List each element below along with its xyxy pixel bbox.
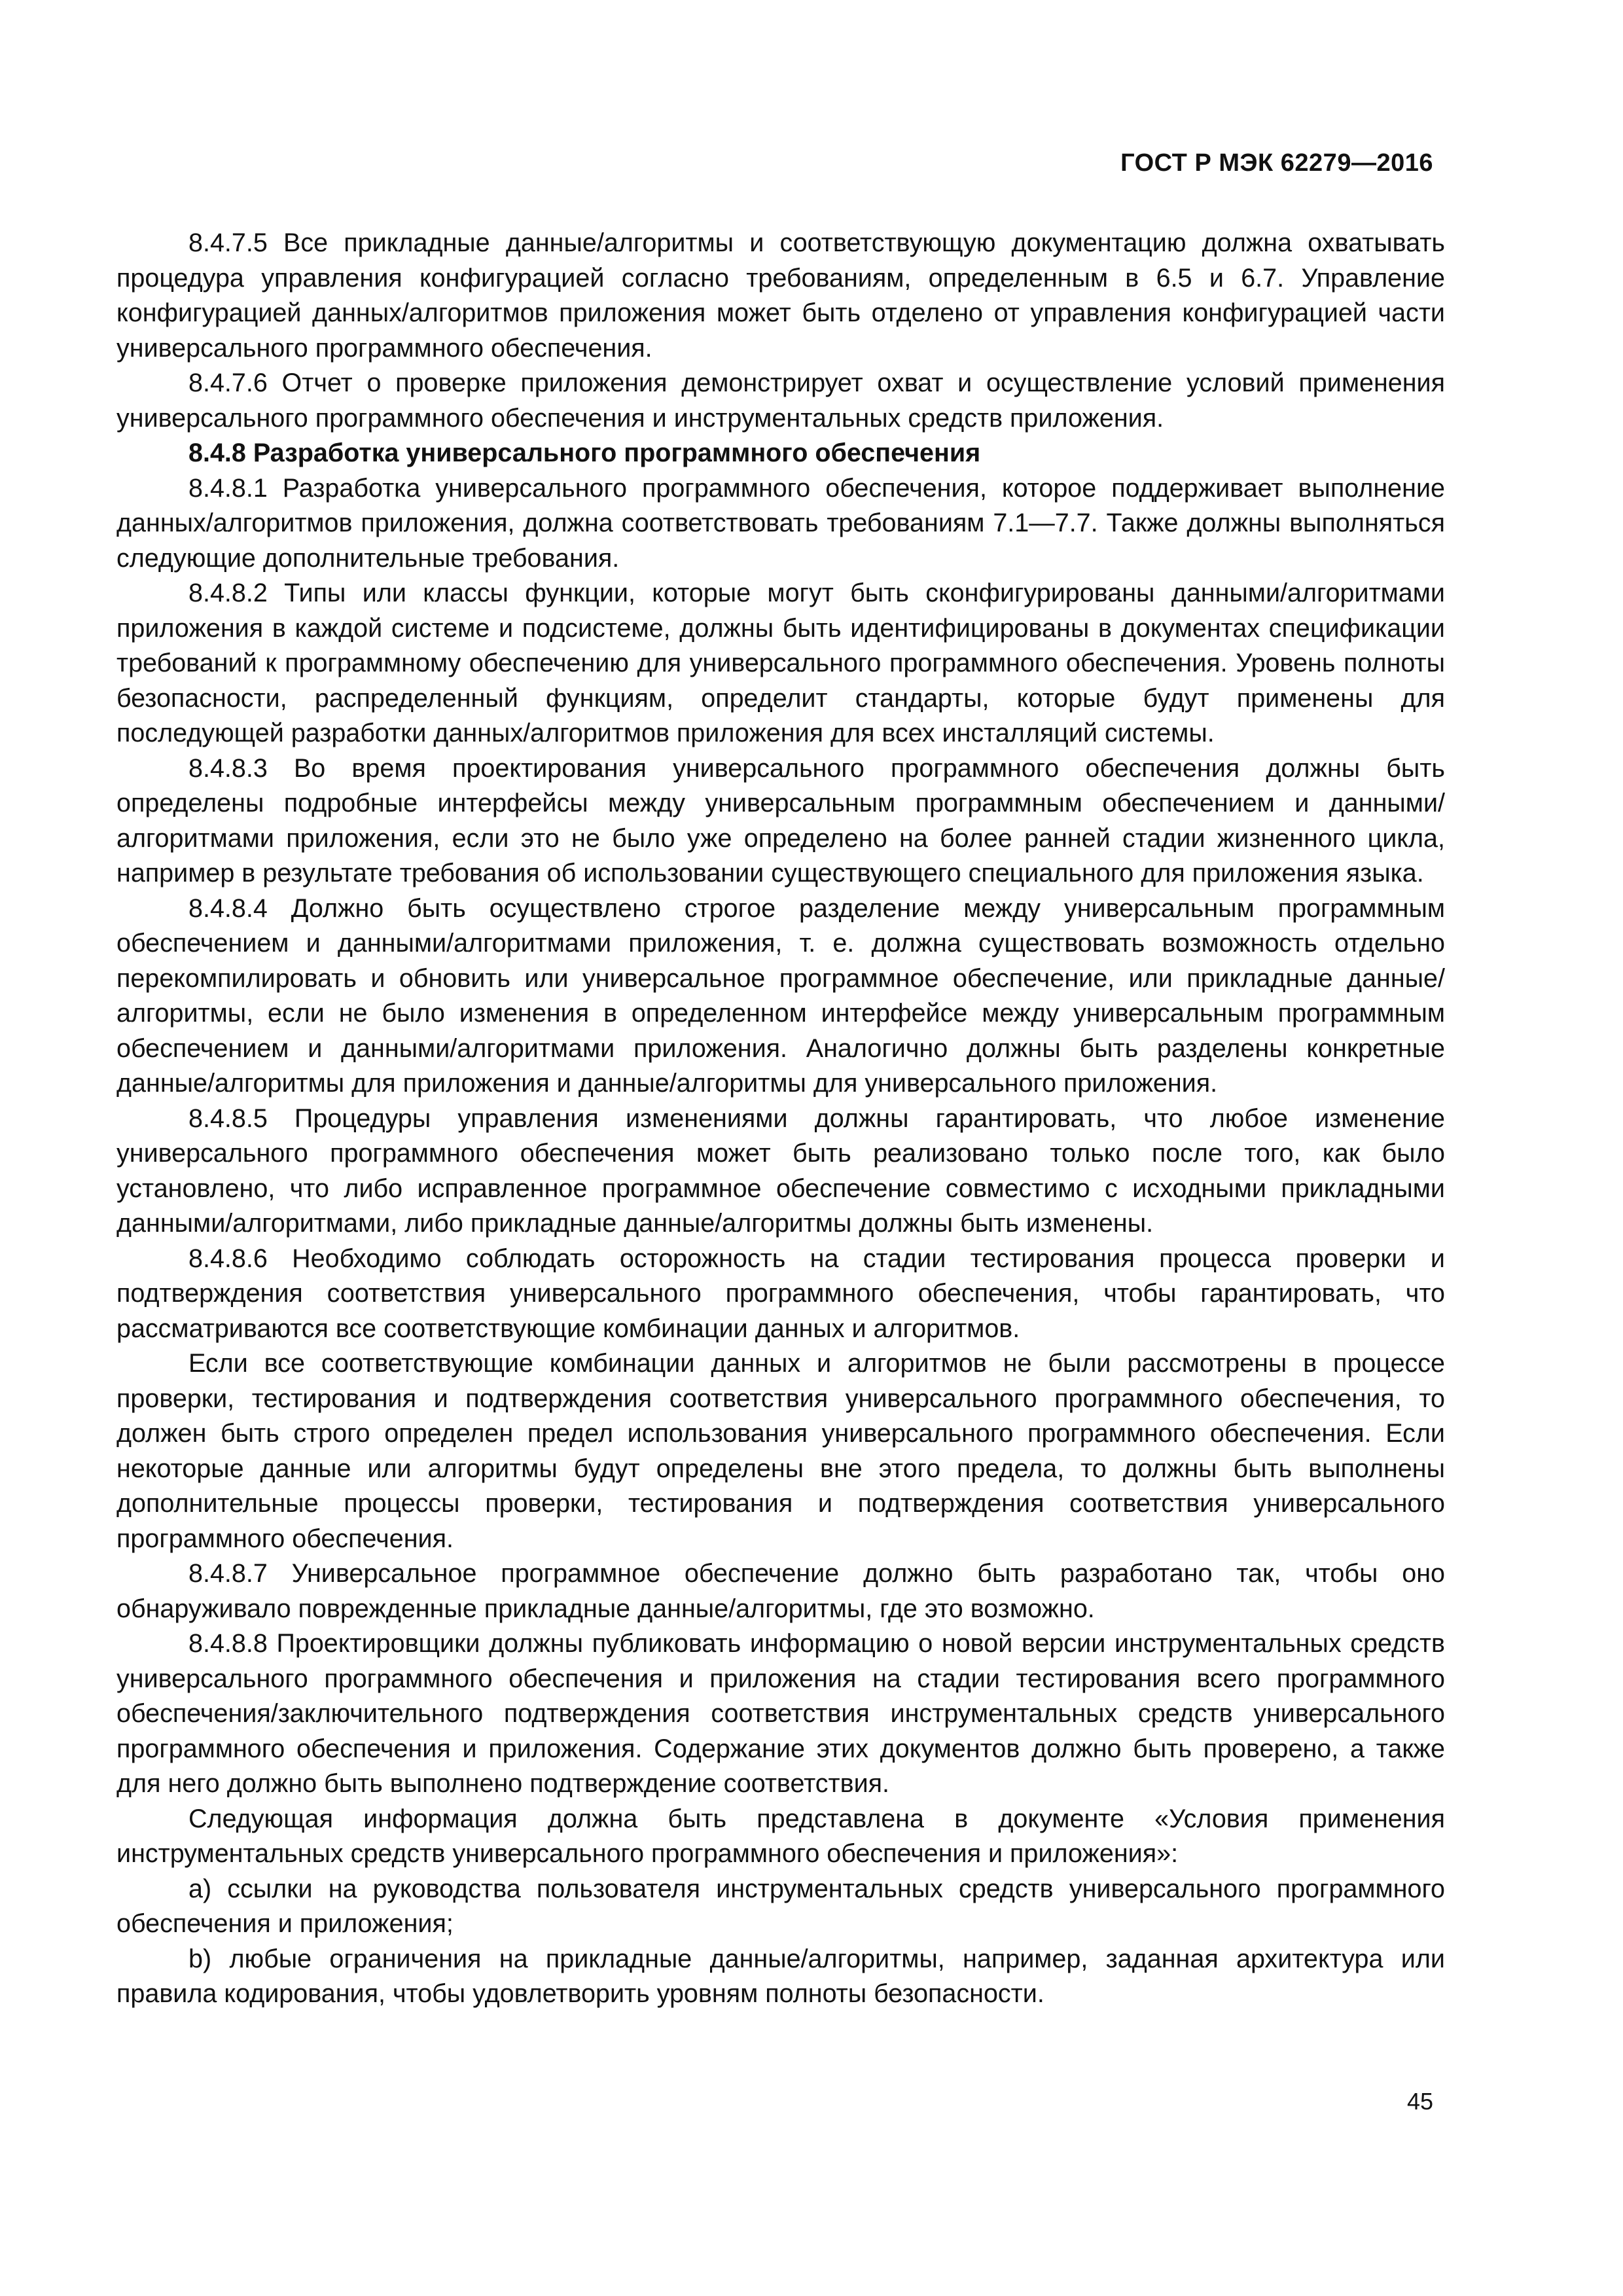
paragraph-info-intro: Следующая информация должна быть представлена в документе «Условия применения инструментальных средств универсального программного обеспечения и приложения»: xyxy=(116,1804,1445,1868)
document-header: ГОСТ Р МЭК 62279—2016 xyxy=(1120,149,1433,177)
paragraph-8-4-8-6: 8.4.8.6 Необходимо соблюдать осторожность на стадии тестирования процесса проверки и подтверждения соответствия универсального программного обеспечения, чтобы гарантировать, что рассматриваются все соответствующие комбинации данных и алгоритмов. xyxy=(116,1244,1445,1343)
paragraph-8-4-8-7: 8.4.8.7 Универсальное программное обеспечение должно быть разработано так, чтобы оно обнаруживало поврежденные прикладные данные/алгоритмы, где это возможно. xyxy=(116,1559,1445,1623)
list-item-a: a) ссылки на руководства пользователя инструментальных средств универсального программного обеспечения и приложения; xyxy=(116,1874,1445,1938)
paragraph-8-4-8-4: 8.4.8.4 Должно быть осуществлено строгое разделение между универсальным программным обеспечением и данными/алгоритмами приложения, т. е. должна существовать возможность отдельно перекомпилировать и обновить или универсальное программное обеспечение, или прикладные данные/алгоритмы, если не было изменения в определенном интерфейсе между универсальным программным обеспечением и данными/алгоритмами приложения. Аналогично должны быть разделены конкретные данные/алгоритмы для приложения и данные/алгоритмы для универсального приложения. xyxy=(116,893,1445,1098)
paragraph-8-4-7-5: 8.4.7.5 Все прикладные данные/алгоритмы и соответствующую документацию должна охватывать процедура управления конфигурацией согласно требованиям, определенным в 6.5 и 6.7. Управление конфигурацией данных/алгоритмов приложения может быть отделено от управления конфигурацией части универсального программного обеспечения. xyxy=(116,228,1445,363)
paragraph-8-4-8-8: 8.4.8.8 Проектировщики должны публиковать информацию о новой версии инструментальных средств универсального программного обеспечения и приложения на стадии тестирования всего программного обеспечения/заключительного подтверждения соответствия инструментальных средств универсального программного обеспечения и приложения. Содержание этих документов должно быть проверено, а также для него должно быть выполнено подтверждение соответствия. xyxy=(116,1629,1445,1798)
section-heading-8-4-8: 8.4.8 Разработка универсального программного обеспечения xyxy=(188,439,981,467)
paragraph-8-4-7-6: 8.4.7.6 Отчет о проверке приложения демонстрирует охват и осуществление условий применения универсального программного обеспечения и инструментальных средств приложения. xyxy=(116,368,1445,433)
document-body xyxy=(116,226,1445,2012)
paragraph-8-4-8-2: 8.4.8.2 Типы или классы функции, которые могут быть сконфигурированы данными/алгоритмами приложения в каждой системе и подсистеме, должны быть идентифицированы в документах спецификации требований к программному обеспечению для универсального программного обеспечения. Уровень полноты безопасности, распределенный функциям, определит стандарты, которые будут применены для последующей разработки данных/алгоритмов приложения для всех инсталляций системы. xyxy=(116,579,1445,747)
page-number: 45 xyxy=(1406,2088,1433,2115)
paragraph-8-4-8-3: 8.4.8.3 Во время проектирования универсального программного обеспечения должны быть определены подробные интерфейсы между универсальным программным обеспечением и данными/алгоритмами приложения, если это не было уже определено на более ранней стадии жизненного цикла, например в результате требования об использовании существующего специального для приложения языка. xyxy=(116,753,1445,888)
list-item-b: b) любые ограничения на прикладные данные/алгоритмы, например, заданная архитектура или правила кодирования, чтобы удовлетворить уровням полноты безопасности. xyxy=(116,1944,1445,2008)
paragraph-8-4-8-5: 8.4.8.5 Процедуры управления изменениями должны гарантировать, что любое изменение универсального программного обеспечения может быть реализовано только после того, как было установлено, что либо исправленное программное обеспечение совместимо с исходными прикладными данными/алгоритмами, либо прикладные данные/алгоритмы должны быть изменены. xyxy=(116,1103,1445,1238)
paragraph-8-4-8-6-cont: Если все соответствующие комбинации данных и алгоритмов не были рассмотрены в процессе проверки, тестирования и подтверждения соответствия универсального программного обеспечения, то должен быть строго определен предел использования универсального программного обеспечения. Если некоторые данные или алгоритмы будут определены вне этого предела, то должны быть выполнены дополнительные процессы проверки, тестирования и подтверждения соответствия универсального программного обеспечения. xyxy=(116,1349,1445,1553)
paragraph-8-4-8-1: 8.4.8.1 Разработка универсального программного обеспечения, которое поддерживает выполнение данных/алгоритмов приложения, должна соответствовать требованиям 7.1—7.7. Также должны выполняться следующие дополнительные требования. xyxy=(116,473,1445,573)
